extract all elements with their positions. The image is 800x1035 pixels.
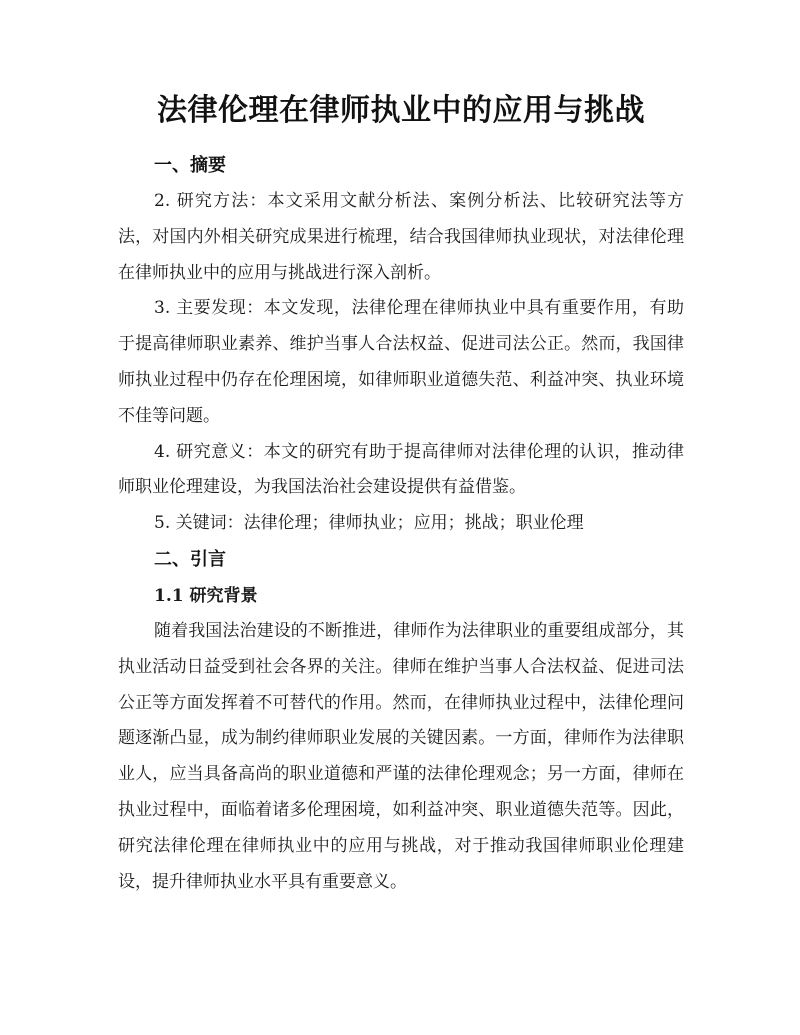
section-heading-introduction: 二、引言	[154, 548, 226, 570]
subheading-research-background: 1.1 研究背景	[154, 585, 258, 606]
paragraph-research-methods: 2. 研究方法：本文采用文献分析法、案例分析法、比较研究法等方法，对国内外相关研究成果进行梳理，结合我国律师执业现状，对法律伦理在律师执业中的应用与挑战进行深入剖析。	[118, 191, 684, 283]
document-page	[118, 88, 684, 900]
paragraph-research-background: 随着我国法治建设的不断推进，律师作为法律职业的重要组成部分，其执业活动日益受到社会各界的关注。律师在维护当事人合法权益、促进司法公正等方面发挥着不可替代的作用。然而，在律师执业过程中，法律伦理问题逐渐凸显，成为制约律师职业发展的关键因素。一方面，律师作为法律职业人，应当具备高尚的职业道德和严谨的法律伦理观念；另一方面，律师在执业过程中，面临着诸多伦理困境，如利益冲突、职业道德失范等。因此，研究法律伦理在律师执业中的应用与挑战，对于推动我国律师职业伦理建设，提升律师执业水平具有重要意义。	[118, 620, 684, 892]
section-heading-abstract: 一、摘要	[154, 155, 226, 176]
section-introduction	[118, 542, 684, 900]
paragraph-keywords: 5. 关键词：法律伦理；律师执业；应用；挑战；职业伦理	[154, 513, 584, 534]
paragraph-research-significance: 4. 研究意义：本文的研究有助于提高律师对法律伦理的认识，推动律师职业伦理建设，为我国法治社会建设提供有益借鉴。	[118, 441, 684, 498]
paragraph-main-findings: 3. 主要发现：本文发现，法律伦理在律师执业中具有重要作用，有助于提高律师职业素养、维护当事人合法权益、促进司法公正。然而，我国律师执业过程中仍存在伦理困境，如律师职业道德失范、利益冲突、执业环境不佳等问题。	[118, 298, 684, 426]
document-title: 法律伦理在律师执业中的应用与挑战	[157, 93, 645, 128]
section-abstract	[118, 148, 684, 542]
